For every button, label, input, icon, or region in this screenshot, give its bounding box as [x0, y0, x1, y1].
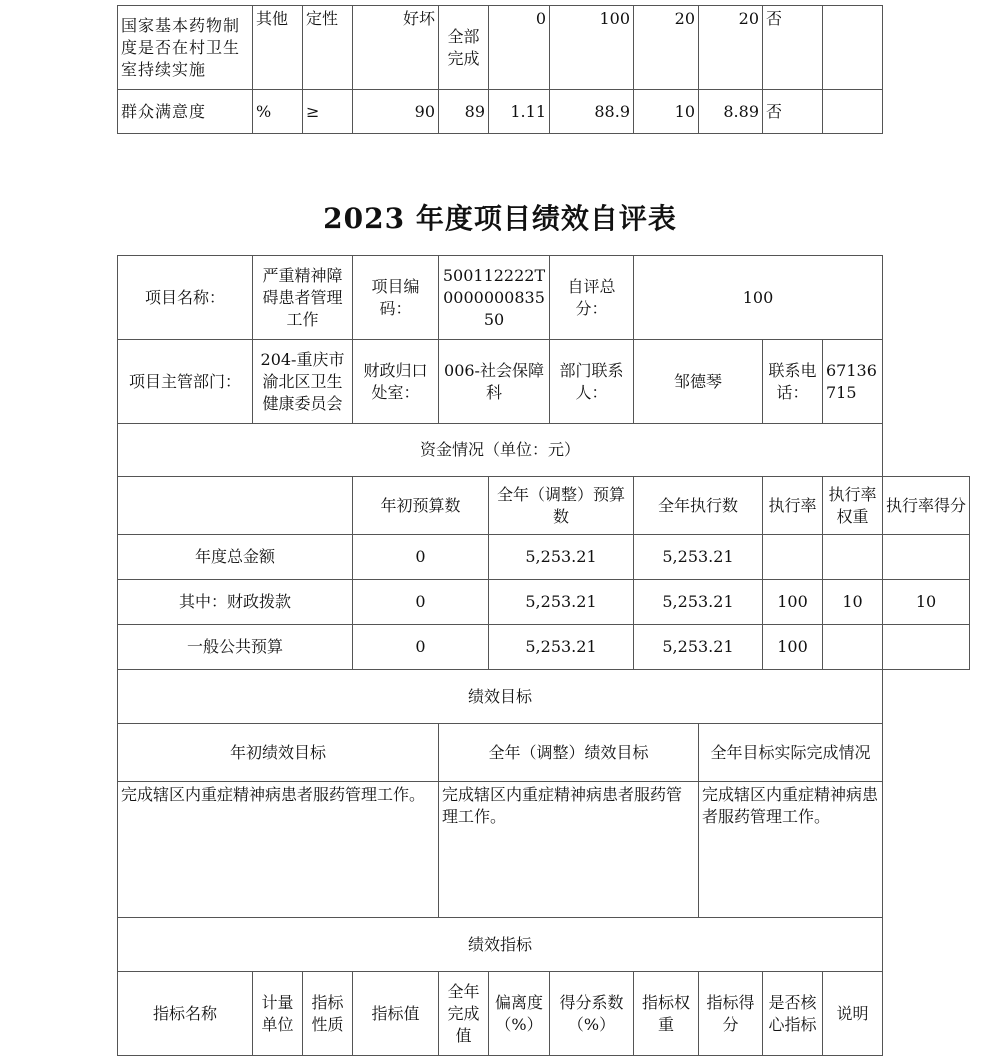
- ind-header-weight: 指标权重: [634, 972, 699, 1056]
- funds-header-score: 执行率得分: [883, 477, 970, 535]
- indicator-note: [823, 6, 883, 90]
- ind-header-value: 指标值: [353, 972, 439, 1056]
- table-row: [118, 535, 970, 580]
- funds-adjusted: 5,253.21: [489, 625, 634, 670]
- self-score-label: 自评总分：: [550, 256, 634, 340]
- dept-value: 204-重庆市渝北区卫生健康委员会: [253, 340, 353, 424]
- indicators-header-row: [118, 972, 970, 1056]
- indicator-score: 8.89: [699, 90, 763, 134]
- indicator-score: 20: [699, 6, 763, 90]
- indicator-nature: ≥: [303, 90, 353, 134]
- goals-header-initial: 年初绩效目标: [118, 724, 439, 782]
- goals-section-row: [118, 670, 970, 724]
- funds-initial: 0: [353, 535, 489, 580]
- indicator-weight: 20: [634, 6, 699, 90]
- funds-score: [883, 535, 970, 580]
- ind-header-unit: 计量单位: [253, 972, 303, 1056]
- funds-header-blank: [118, 477, 353, 535]
- table-row: [118, 6, 883, 90]
- funds-row-label: 年度总金额: [118, 535, 353, 580]
- phone-value: 67136715: [823, 340, 883, 424]
- project-name-label: 项目名称：: [118, 256, 253, 340]
- goals-content-row: [118, 782, 970, 918]
- ind-header-deviation: 偏离度（%）: [489, 972, 550, 1056]
- table-row: [118, 90, 883, 134]
- funds-row-label: 一般公共预算: [118, 625, 353, 670]
- indicators-section-row: [118, 918, 970, 972]
- indicator-deviation: 0: [489, 6, 550, 90]
- indicator-nature: 定性: [303, 6, 353, 90]
- funds-score: 10: [883, 580, 970, 625]
- dept-label: 项目主管部门：: [118, 340, 253, 424]
- contact-label: 部门联系人：: [550, 340, 634, 424]
- funds-rate: 100: [763, 580, 823, 625]
- funds-score: [883, 625, 970, 670]
- funds-rate: [763, 535, 823, 580]
- funds-header-row: [118, 477, 970, 535]
- indicator-unit: 其他: [253, 6, 303, 90]
- funds-adjusted: 5,253.21: [489, 535, 634, 580]
- ind-header-nature: 指标性质: [303, 972, 353, 1056]
- indicator-name: 群众满意度: [118, 90, 253, 134]
- goals-header-row: [118, 724, 970, 782]
- evaluation-table: [117, 255, 970, 1056]
- funds-executed: 5,253.21: [634, 625, 763, 670]
- funds-header-executed: 全年执行数: [634, 477, 763, 535]
- indicator-name: 国家基本药物制度是否在村卫生室持续实施: [118, 6, 253, 90]
- indicator-coef: 88.9: [550, 90, 634, 134]
- office-value: 006-社会保障科: [439, 340, 550, 424]
- indicator-note: [823, 90, 883, 134]
- department-row: [118, 340, 970, 424]
- office-label: 财政归口处室：: [353, 340, 439, 424]
- table-row: [118, 580, 970, 625]
- self-score: 100: [634, 256, 883, 340]
- funds-adjusted: 5,253.21: [489, 580, 634, 625]
- indicator-completion: 全部完成: [439, 6, 489, 90]
- indicator-weight: 10: [634, 90, 699, 134]
- ind-header-coef: 得分系数（%）: [550, 972, 634, 1056]
- top-indicator-table: [117, 5, 883, 134]
- funds-executed: 5,253.21: [634, 580, 763, 625]
- funds-header-rate: 执行率: [763, 477, 823, 535]
- phone-label: 联系电话：: [763, 340, 823, 424]
- funds-header-initial: 年初预算数: [353, 477, 489, 535]
- funds-section-title: 资金情况（单位：元）: [118, 424, 883, 477]
- indicator-completion: 89: [439, 90, 489, 134]
- indicator-coef: 100: [550, 6, 634, 90]
- goal-actual-text: 完成辖区内重症精神病患者服药管理工作。: [699, 782, 883, 918]
- goal-adjusted-text: 完成辖区内重症精神病患者服药管理工作。: [439, 782, 699, 918]
- goal-initial-text: 完成辖区内重症精神病患者服药管理工作。: [118, 782, 439, 918]
- ind-header-score: 指标得分: [699, 972, 763, 1056]
- funds-section-row: [118, 424, 970, 477]
- indicator-unit: %: [253, 90, 303, 134]
- goals-section-title: 绩效目标: [118, 670, 883, 724]
- ind-header-note: 说明: [823, 972, 883, 1056]
- funds-initial: 0: [353, 625, 489, 670]
- project-name-row: [118, 256, 970, 340]
- indicator-deviation: 1.11: [489, 90, 550, 134]
- ind-header-core: 是否核心指标: [763, 972, 823, 1056]
- funds-weight: [823, 535, 883, 580]
- funds-header-weight: 执行率权重: [823, 477, 883, 535]
- table-row: [118, 625, 970, 670]
- funds-executed: 5,253.21: [634, 535, 763, 580]
- contact-value: 邹德琴: [634, 340, 763, 424]
- ind-header-completion: 全年完成值: [439, 972, 489, 1056]
- funds-initial: 0: [353, 580, 489, 625]
- funds-weight: [823, 625, 883, 670]
- funds-row-label: 其中：财政拨款: [118, 580, 353, 625]
- indicator-core: 否: [763, 90, 823, 134]
- indicator-core: 否: [763, 6, 823, 90]
- indicators-section-title: 绩效指标: [118, 918, 883, 972]
- funds-header-adjusted: 全年（调整）预算数: [489, 477, 634, 535]
- page-title: 2023 年度项目绩效自评表: [323, 202, 677, 235]
- indicator-value: 90: [353, 90, 439, 134]
- funds-rate: 100: [763, 625, 823, 670]
- funds-weight: 10: [823, 580, 883, 625]
- project-name: 严重精神障碍患者管理工作: [253, 256, 353, 340]
- goals-header-actual: 全年目标实际完成情况: [699, 724, 883, 782]
- indicator-value: 好坏: [353, 6, 439, 90]
- project-code: 500112222T000000083550: [439, 256, 550, 340]
- goals-header-adjusted: 全年（调整）绩效目标: [439, 724, 699, 782]
- project-code-label: 项目编码：: [353, 256, 439, 340]
- ind-header-name: 指标名称: [118, 972, 253, 1056]
